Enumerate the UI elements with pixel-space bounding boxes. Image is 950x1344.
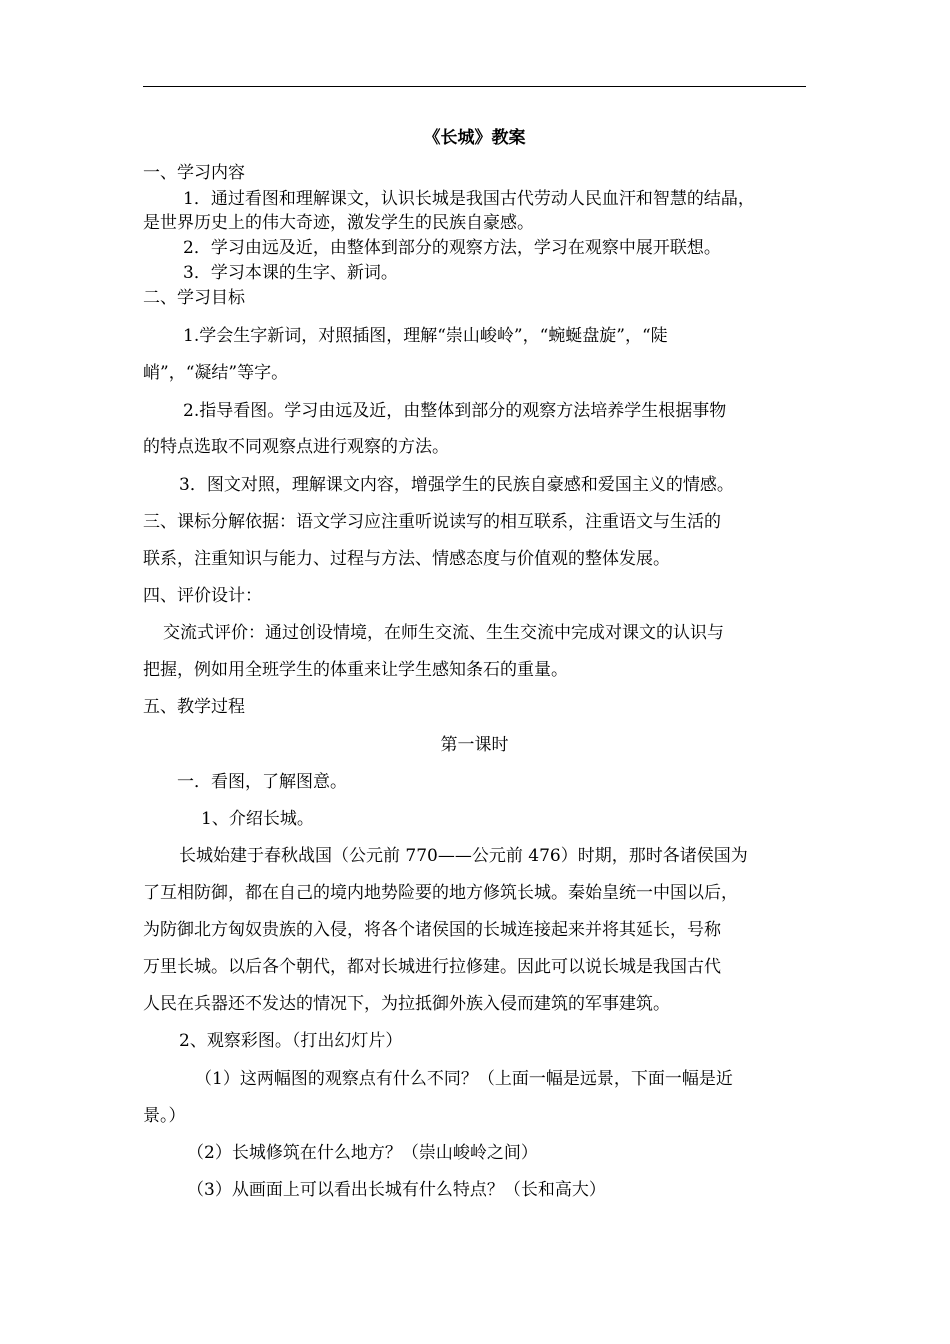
paragraph-line: 1．通过看图和理解课文，认识长城是我国古代劳动人民血汗和智慧的结晶， [183,189,755,209]
section-heading-3: 三、课标分解依据：语文学习应注重听说读写的相互联系，注重语文与生活的 [143,512,721,532]
header-rule [143,86,806,87]
paragraph-line: 3．图文对照，理解课文内容，增强学生的民族自豪感和爱国主义的情感。 [179,475,734,495]
subsection-heading: 1、介绍长城。 [201,809,314,829]
paragraph-line: 把握，例如用全班学生的体重来让学生感知条石的重量。 [143,660,568,680]
paragraph-line: 3．学习本课的生字、新词。 [183,263,398,283]
subsection-heading: 2、观察彩图。（打出幻灯片） [179,1031,403,1051]
paragraph-line: 是世界历史上的伟大奇迹，激发学生的民族自豪感。 [143,213,534,233]
paragraph-line: 2．学习由远及近，由整体到部分的观察方法，学习在观察中展开联想。 [183,238,721,258]
paragraph-line: 人民在兵器还不发达的情况下，为拉抵御外族入侵而建筑的军事建筑。 [143,994,670,1014]
paragraph-line: 2.指导看图。学习由远及近，由整体到部分的观察方法培养学生根据事物 [183,401,727,421]
question-line: 景。） [143,1106,186,1126]
paragraph-line: 的特点选取不同观察点进行观察的方法。 [143,437,449,457]
lesson-heading: 第一课时 [440,735,509,755]
section-heading-1: 一、学习内容 [143,163,245,183]
question-line: （1）这两幅图的观察点有什么不同？（上面一幅是远景，下面一幅是近 [195,1069,733,1089]
paragraph-line: 联系，注重知识与能力、过程与方法、情感态度与价值观的整体发展。 [143,549,670,569]
section-heading-5: 五、教学过程 [143,697,245,717]
section-heading-2: 二、学习目标 [143,288,245,308]
paragraph-line: 万里长城。以后各个朝代，都对长城进行拉修建。因此可以说长城是我国古代 [143,957,721,977]
question-line: （3）从画面上可以看出长城有什么特点？（长和高大） [187,1180,606,1200]
subsection-heading: 一．看图，了解图意。 [177,772,347,792]
paragraph-line: 1.学会生字新词，对照插图，理解“崇山峻岭”，“蜿蜒盘旋”，“陡 [183,326,668,346]
paragraph-line: 了互相防御，都在自己的境内地势险要的地方修筑长城。秦始皇统一中国以后， [143,883,738,903]
paragraph-line: 长城始建于春秋战国（公元前 770——公元前 476）时期，那时各诸侯国为 [179,846,748,866]
paragraph-line: 交流式评价：通过创设情境，在师生交流、生生交流中完成对课文的认识与 [163,623,724,643]
paragraph-line: 为防御北方匈奴贵族的入侵，将各个诸侯国的长城连接起来并将其延长，号称 [143,920,721,940]
section-heading-4: 四、评价设计： [143,586,262,606]
paragraph-line: 峭”，“凝结”等字。 [143,363,289,383]
question-line: （2）长城修筑在什么地方？（崇山峻岭之间） [187,1143,538,1163]
document-title: 《长城》教案 [423,128,526,148]
